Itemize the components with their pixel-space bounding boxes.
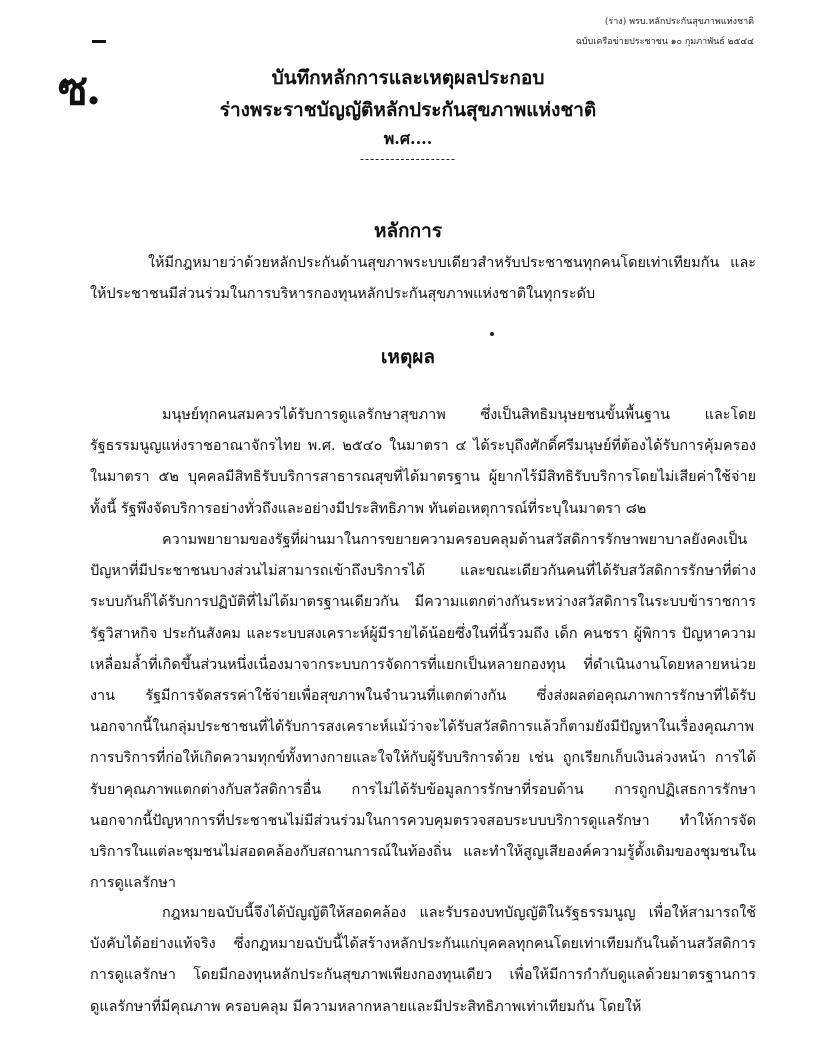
header-version-date: ฉบับเครือข่ายประชาชน ๑๐ กุมภาพันธ์ ๒๕๔๔ [575, 37, 754, 47]
title-line-2: ร่างพระราชบัญญัติหลักประกันสุขภาพแห่งชาติ [219, 99, 597, 121]
title-line-1: บันทึกหลักการและเหตุผลประกอบ [271, 67, 545, 89]
title-separator: ------------------- [359, 152, 457, 166]
principle-heading: หลักการ [373, 220, 443, 242]
reason-paragraph-3: กฎหมายฉบับนี้จึงได้บัญญัติให้สอดคล้อง และรับรองบทบัญญัติในรัฐธรรมนูญ เพื่อให้สามารถใช้บังคับได้อย่างแท้จริง ซึ่งกฎหมายฉบับนี้ได้สร้างหลักประกันแก่บุคคลทุกคนโดยเท่าเทียมกันในด้านสวัสดิการการดูแลรักษา โดยมีกองทุนหลักประกันสุขภาพเพียงกองทุนเดียว เพื่อให้มีการกำกับดูแลด้วยมาตรฐานการดูแลรักษาที่มีคุณภาพ ครอบคลุม มีความหลากหลายและมีประสิทธิภาพเท่าเทียมกัน โดยให้ [90, 905, 756, 1015]
header-draft-title: (ร่าง) พรบ.หลักประกันสุขภาพแห่งชาติ [604, 17, 754, 27]
reason-heading: เหตุผล [380, 346, 436, 368]
document-header [576, 12, 754, 52]
stray-dot [490, 332, 494, 336]
principle-text: ให้มีกฎหมายว่าด้วยหลักประกันด้านสุขภาพระบบเดียวสำหรับประชาชนทุกคนโดยเท่าเทียมกัน และให้ประชาชนมีส่วนร่วมในการบริหารกองทุนหลักประกันสุขภาพแห่งชาติในทุกระดับ [90, 255, 756, 303]
reason-paragraph-1: มนุษย์ทุกคนสมควรได้รับการดูแลรักษาสุขภาพ ซึ่งเป็นสิทธิมนุษยชนขั้นพื้นฐาน และโดยรัฐธรรมนูญแห่งราชอาณาจักรไทย พ.ศ. ๒๕๔๐ ในมาตรา ๔ ได้ระบุถึงศักดิ์ศรีมนุษย์ที่ต้องได้รับการคุ้มครอง ในมาตรา ๕๒ บุคคลมีสิทธิรับบริการสาธารณสุขที่ได้มาตรฐาน ผู้ยากไร้มีสิทธิรับบริการโดยไม่เสียค่าใช้จ่าย ทั้งนี้ รัฐพึงจัดบริการอย่างทั่วถึงและอย่างมีประสิทธิภาพ ทันต่อเหตุการณ์ที่ระบุในมาตรา ๘๒ [90, 407, 756, 517]
handwritten-stroke [92, 40, 106, 43]
title-year: พ.ศ.... [383, 129, 433, 148]
document-title [0, 62, 816, 166]
handwritten-mark: ซ. [58, 64, 100, 115]
reason-paragraph-2: ความพยายามของรัฐที่ผ่านมาในการขยายความครอบคลุมด้านสวัสดิการรักษาพยาบาลยังคงเป็นปัญหาที่มีประชาชนบางส่วนไม่สามารถเข้าถึงบริการได้ และขณะเดียวกันคนที่ได้รับสวัสดิการรักษาที่ต่างระบบกันก็ได้รับการปฏิบัติที่ไม่ได้มาตรฐานเดียวกัน มีความแตกต่างกันระหว่างสวัสดิการในระบบข้าราชการ รัฐวิสาหกิจ ประกันสังคม และระบบสงเคราะห์ผู้มีรายได้น้อยซึ่งในที่นี้รวมถึง เด็ก คนชรา ผู้พิการ ปัญหาความเหลื่อมล้ำที่เกิดขึ้นส่วนหนึ่งเนื่องมาจากระบบการจัดการที่แยกเป็นหลายกองทุน ที่ดำเนินงานโดยหลายหน่วยงาน รัฐมีการจัดสรรค่าใช้จ่ายเพื่อสุขภาพในจำนวนที่แตกต่างกัน ซึ่งส่งผลต่อคุณภาพการรักษาที่ได้รับ นอกจากนี้ในกลุ่มประชาชนที่ได้รับการสงเคราะห์แม้ว่าจะได้รับสวัสดิการแล้วก็ตามยังมีปัญหาในเรื่องคุณภาพการบริการที่ก่อให้เกิดความทุกข์ทั้งทางกายและใจให้กับผู้รับบริการด้วย เช่น ถูกเรียกเก็บเงินล่วงหน้า การได้รับยาคุณภาพแตกต่างกับสวัสดิการอื่น การไม่ได้รับข้อมูลการรักษาที่รอบด้าน การถูกปฏิเสธการรักษา นอกจากนี้ปัญหาการที่ประชาชนไม่มีส่วนร่วมในการควบคุมตรวจสอบระบบบริการดูแลรักษา ทำให้การจัดบริการในแต่ละชุมชนไม่สอดคล้องกับสถานการณ์ในท้องถิ่น และทำให้สูญเสียองค์ความรู้ดั้งเดิมของชุมชนในการดูแลรักษา [90, 532, 756, 892]
